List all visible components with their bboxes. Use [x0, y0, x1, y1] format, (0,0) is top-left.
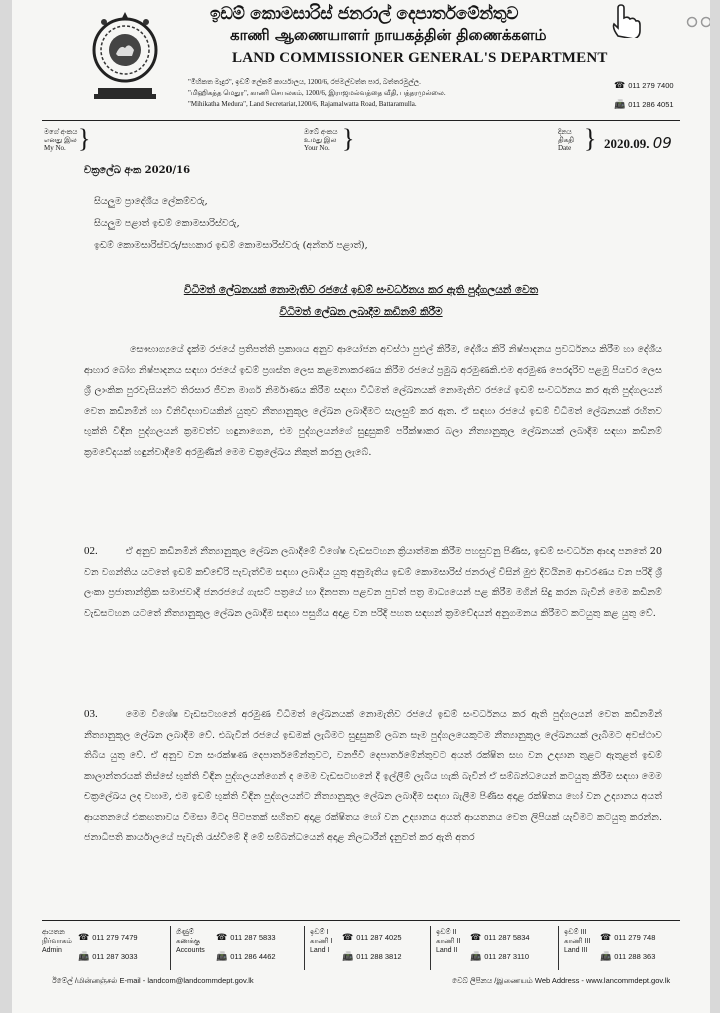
footer-land1-numbers: ☎ 011 287 4025 📠 011 288 3812	[342, 932, 402, 961]
footer-admin: ආයතන நிர்வாகம் Admin	[42, 929, 72, 954]
addressee-line: සියලුම ප්‍රාදේශීය ලේකම්වරු,	[94, 196, 208, 207]
cursor-hand-icon	[608, 4, 642, 38]
date-brace: }	[584, 124, 597, 153]
footer-divider	[170, 926, 171, 970]
your-number-label: ඔබේ අංකය உமது இல Your No.	[304, 128, 338, 152]
footer-accounts: ගිණුම් கணக்கு Accounts	[176, 929, 205, 954]
document-page	[12, 0, 710, 1013]
paragraph-2: 02. ඒ අනුව කඩිනමින් නීත්‍යානුකූල ලේඛන ලබාදීමේ විශේෂ වැඩසටහන ක්‍රියාත්මක කිරීම පහසුවනු පිණිස, ඉඩම් සංවර්ධන ආඥා පනතේ 20 වන වගන්තිය යටතේ ඉඩම් කච්චේරි පැවැත්වීම සඳහා ලබාදිය යුතු අනුමැතිය ඉඩම් කොමසාරිස් ජනරාල් විසින් මුළු දිවයිනම ආවරණය වන පරිදි ශ්‍රී ලංකා ප්‍රජාතාන්ත්‍රික සමාජවාදී ජනරජයේ ගැසට් පත්‍රයේ හා දිනපතා පළවන පුවත් පත්‍ර මාධ්‍යයෙන් පළ කිරීම මගින් සිදු කරන බැවින් මෙම කඩිනම් වැඩසටහන යටතේ නීත්‍යානුකූල ලේඛන ලබාදීම සඳහා පසුගිය අදාළ වන පරිදි පහත සඳහන් ක්‍රමවේදයන් අනුගමනය කිරීමට කටයුතු කළ යුතු වේ.	[84, 545, 662, 619]
title-sinhala: ඉඩම් කොමසාරිස් ජනරාල් දෙපාර්තමේන්තුව	[210, 4, 519, 24]
addressee-line: ඉඩම් කොමසාරිස්වරු/සහකාර ඉඩම් කොමසාරිස්වරු (අන්තර් පළාත්),	[94, 240, 368, 251]
date-label: දිනය திகதி Date	[558, 128, 574, 152]
telephone-icon: ☎	[614, 80, 626, 90]
addressee-line: සියලුම පළාත් ඉඩම් කොමසාරිස්වරු,	[94, 218, 240, 229]
fax-icon: 📠	[600, 951, 612, 961]
my-number-label: මගේ අංකය எனது இல My No.	[44, 128, 78, 152]
fax-icon: 📠	[470, 951, 482, 961]
subject-line: විධිමත් ලේඛන ලබාදීම කඩිනම් කිරීම	[279, 306, 443, 318]
footer-land3-numbers: ☎ 011 279 748 📠 011 288 363	[600, 932, 656, 961]
telephone-icon: ☎	[470, 932, 482, 942]
header-phone: ☎ 011 279 7400	[614, 80, 674, 90]
footer-land2-numbers: ☎ 011 287 5834 📠 011 287 3110	[470, 932, 530, 961]
address-tamil: "மிஹிகத்த மெதுர", காணி செயலகம், 1200/6, இராஜமல்வத்தை வீதி, பத்தரமுல்லை.	[188, 89, 446, 97]
footer-email: ඊමේල් /மின்னஞ்சல் E-mail - landcom@landcommdept.gov.lk	[52, 976, 254, 985]
circular-number: චක්‍රලේඛ අංක 2020/16	[84, 165, 191, 176]
footer-accounts-numbers: ☎ 011 287 5833 📠 011 286 4462	[216, 932, 276, 961]
date-value: 2020.09. 09	[604, 134, 672, 152]
handwritten-day: 09	[652, 134, 672, 152]
your-number-brace: }	[342, 124, 355, 153]
sri-lanka-emblem-icon	[92, 8, 158, 100]
my-number-brace: }	[78, 124, 91, 153]
more-options-icon[interactable]	[686, 12, 710, 32]
address-sinhala: "මිහිකත මැදුර", ඉඩම් ලේකම් කාර්යාලය, 1200/6, රජමල්වත්ත පාර, බත්තරමුල්ල.	[188, 78, 421, 86]
telephone-icon: ☎	[216, 932, 228, 942]
title-tamil: காணி ஆணையாளர் நாயகத்தின் திணைக்களம்	[230, 26, 547, 44]
telephone-icon: ☎	[342, 932, 354, 942]
footer-admin-numbers: ☎ 011 279 7479 📠 011 287 3033	[78, 932, 138, 961]
footer-divider	[430, 926, 431, 970]
footer-rule	[42, 920, 680, 921]
subject-line: විධිමත් ලේඛනයක් නොමැතිව රජයේ ඉඩම් සංවර්ධනය කර ඇති පුද්ගලයන් වෙත	[183, 284, 539, 296]
fax-icon: 📠	[216, 951, 228, 961]
footer-land2: ඉඩම් II காணி II Land II	[436, 929, 461, 954]
title-english: LAND COMMISSIONER GENERAL'S DEPARTMENT	[232, 50, 608, 66]
footer-land1: ඉඩම් I காணி I Land I	[310, 929, 333, 954]
header-rule	[42, 120, 680, 121]
paragraph-3: 03. මෙම විශේෂ වැඩසටහනේ අරමුණ විධිමත් ලේඛනයක් නොමැතිව රජයේ ඉඩම් සංවර්ධනය කර ඇති පුද්ගලයන් වෙත කඩිනමින් නීත්‍යානුකූල ලේඛන ලබාදීම වේ. එබැවින් රජයේ ඉඩමක් ලැබීමට සුදුසුකම් ලබන සෑම පුද්ගලයෙකුටම නීත්‍යානුකූල ලේඛනයක් ලැබීමට අවස්ථාව තිබිය යුතු වේ. ඒ අනුව වන සංරක්ෂණ දෙපාර්තමේන්තුවට, වනජීවී දෙපාර්තමේන්තුවට අයත් රක්ෂිත සහ වන උද්‍යාන තුළට ඇතුළත් ඉඩම් කාලාන්තරයක් තිස්සේ භුක්ති විඳින පුද්ගලයන්ගෙන් ද මෙම වැඩසටහනේ දී ඉල්ලීම් ලැබිය හැකි බැවින් ඒ සම්බන්ධයෙන් කටයුතු කිරීම සඳහා මෙම චක්‍රලේඛය ලද වහාම, එම ඉඩම් භුක්ති විඳින පුද්ගලයන්ට නීත්‍යානුකූල ලේඛන ලබාදීම සඳහා බැලීම පිණිස අදාළ රක්ෂිතය හෝ වන උද්‍යානය අයත් ආයතනයේ එකඟතාවය විමසා මිටද පිටපතක් සහිතව අදාළ රක්ෂිතය හෝ වන උද්‍යානය අයත් ආයතනය වෙත ලිපියක් යැවීමට කටයුතු කරන්න. ජනාධිපති කාර්යාලයේ පැවැති රැස්වීමේ දී මේ සම්බන්ධයෙන් අදාළ නිලධාරීන් දැනුවත් කර ඇති අතර	[84, 708, 662, 843]
footer-divider	[558, 926, 559, 970]
footer-web-address: වෙබ් ලිපිනය /இணையம் Web Address - www.lancommdept.gov.lk	[452, 976, 671, 985]
telephone-icon: ☎	[600, 932, 612, 942]
fax-icon: 📠	[78, 951, 90, 961]
paragraph-1: සෞභාග්‍යයේ දැක්ම රජයේ ප්‍රතිපත්ති ප්‍රකාශය අනුව ආයෝජන අවස්ථා පුළුල් කිරීම, දේශීය කිරි නිෂ්පාදනය ප්‍රවර්ධනය කිරීම හා දේශීය ආහාර බෝග නිෂ්පාදනය සඳහා රජයේ ඉඩම් ප්‍රශස්ත ලෙස කළමනාකරණය කිරීම රජයේ ප්‍රමුඛ අරමුණකි.එම අරමුණ පෙරදැරිව පළමු පියවර ලෙස ශ්‍රී ලාංකික පුරවැසියන්ට තිරසාර ජීවන මාර්ග නිර්මාණය කිරීම සඳහා විධිමත් ලේඛනයක් නොමැතිව රජයේ ඉඩම් සංවර්ධනය කර ඇති පුද්ගලයන් වෙත කඩිනමින් හා විනිවිදභාවයකින් යුතුව නීත්‍යානුකූල ලේඛන ලබාදීමට සැලසුම් කර ඇත. ඒ සඳහා රජයේ ඉඩම් විධිමත් ලේඛනයක් රහිතව භුක්ති විඳින පුද්ගලයන් ක්‍රමවත්ව හඳුනාගෙන, එම පුද්ගලයන්ගේ සුදුසුකම් පරීක්ෂාකර බලා නීත්‍යානුකූල ලේඛනයක් ලබාදීම සඳහා කඩිනම් ක්‍රමවේදයක් හඳුන්වාදීමේ අරමුණින් මෙම චක්‍රලේඛය නිකුත් කරනු ලැබේ.	[84, 344, 662, 458]
fax-icon: 📠	[614, 99, 626, 109]
address-english: "Mihikatha Medura", Land Secretariat,1200/6, Rajamalwatta Road, Battaramulla.	[188, 100, 417, 108]
header-fax: 📠 011 286 4051	[614, 99, 674, 109]
footer	[42, 924, 688, 990]
fax-icon: 📠	[342, 951, 354, 961]
footer-divider	[304, 926, 305, 970]
telephone-icon: ☎	[78, 932, 90, 942]
footer-land3: ඉඩම් III காணி III Land III	[564, 929, 591, 954]
